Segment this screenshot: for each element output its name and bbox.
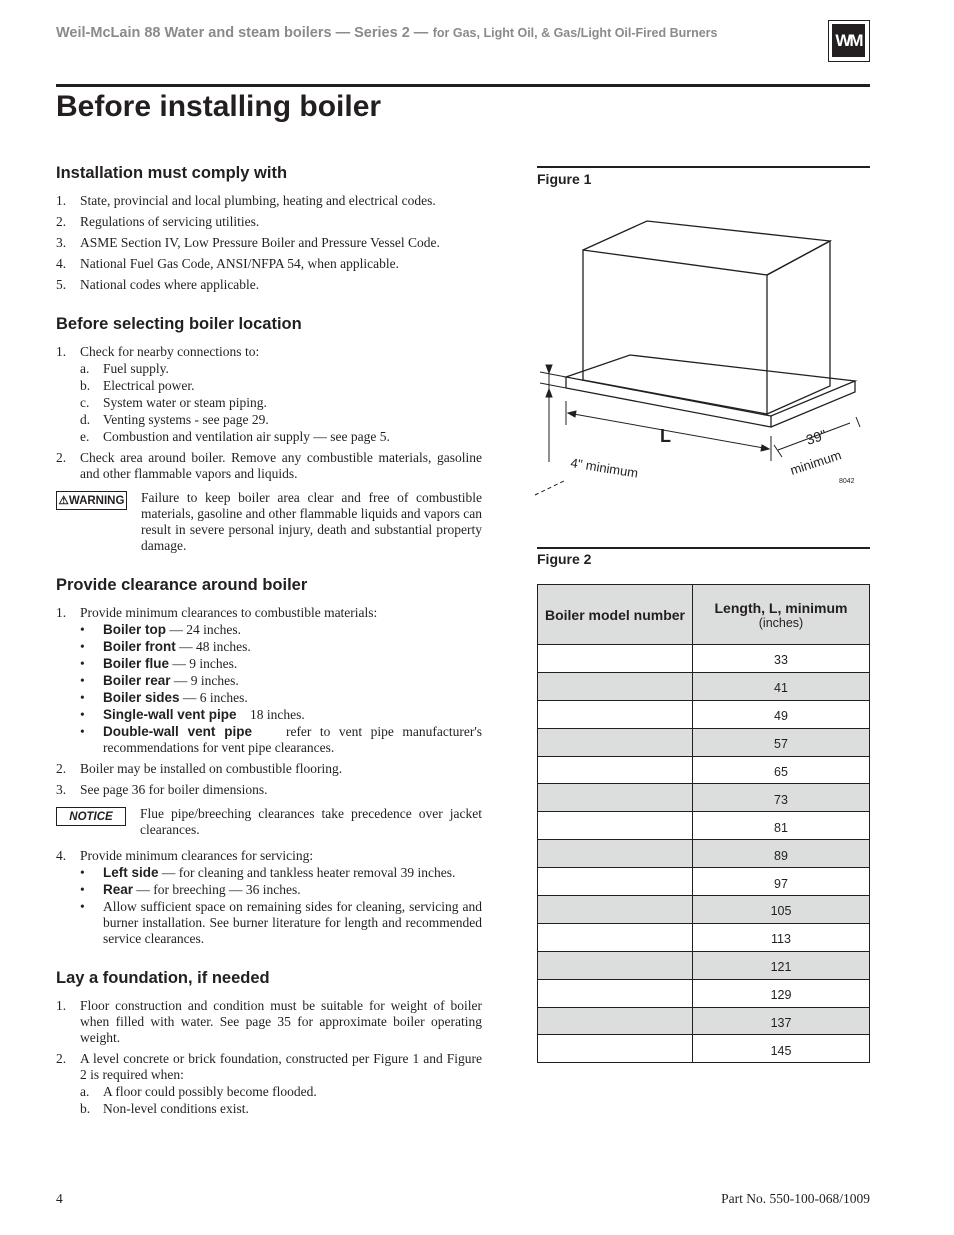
section-location xyxy=(56,315,482,554)
foundation-list xyxy=(56,998,482,1117)
table-row xyxy=(538,672,870,700)
list-item: 2. A level concrete or brick foundation, constructed per Figure 1 and Figure 2 is required when: a. A floor could possibly become flooded. b. Non-level conditions exist. xyxy=(56,1051,482,1116)
length-cell: 97 xyxy=(693,868,870,896)
running-header xyxy=(56,24,816,42)
page-title: Before installing boiler xyxy=(56,90,382,123)
figure-code: 8042 xyxy=(839,478,855,485)
sub-item: b. Non-level conditions exist. xyxy=(80,1101,249,1116)
model-cell xyxy=(538,868,693,896)
table-row xyxy=(538,812,870,840)
model-cell xyxy=(538,672,693,700)
clearance-list xyxy=(56,605,486,798)
dim-l-label: L xyxy=(660,426,671,446)
bullet-item: • Rear — for breeching — 36 inches. xyxy=(80,882,301,897)
table-row xyxy=(538,868,870,896)
figure2-rule xyxy=(537,547,870,549)
length-cell: 89 xyxy=(693,840,870,868)
bullet-item: • Single-wall vent pipe 18 inches. xyxy=(80,707,305,722)
model-cell xyxy=(538,812,693,840)
model-cell xyxy=(538,840,693,868)
comply-heading: Installation must comply with xyxy=(56,164,288,182)
table-row xyxy=(538,700,870,728)
sub-item: d. Venting systems - see page 29. xyxy=(80,412,269,427)
length-cell: 121 xyxy=(693,951,870,979)
clearance-heading: Provide clearance around boiler xyxy=(56,576,308,594)
sub-item: c. System water or steam piping. xyxy=(80,395,267,410)
figure2-label: Figure 2 xyxy=(537,551,592,567)
page-number: 4 xyxy=(56,1191,63,1206)
sub-item: b. Electrical power. xyxy=(80,378,195,393)
location-list xyxy=(56,344,482,482)
header-rule xyxy=(56,84,870,87)
sub-item: e. Combustion and ventilation air supply — see page 5. xyxy=(80,429,390,444)
table-row xyxy=(538,1035,870,1063)
foundation-top xyxy=(566,355,855,416)
part-number: Part No. 550-100-068/1009 xyxy=(721,1191,870,1206)
length-cell: 145 xyxy=(693,1035,870,1063)
length-cell: 129 xyxy=(693,979,870,1007)
section-comply xyxy=(56,164,482,293)
left-column xyxy=(56,164,486,1139)
model-cell xyxy=(538,979,693,1007)
warning-badge: ⚠WARNING xyxy=(56,491,127,510)
logo-text: WM xyxy=(832,24,865,57)
header-sub: for Gas, Light Oil, & Gas/Light Oil-Fired Burners xyxy=(432,26,718,40)
clearance-list-cont xyxy=(56,848,482,947)
boiler-front-face xyxy=(583,250,767,414)
length-cell: 105 xyxy=(693,896,870,924)
bullet-item: • Boiler rear — 9 inches. xyxy=(80,673,239,688)
boiler-side-face xyxy=(767,241,830,414)
header-main: Weil-McLain 88 Water and steam boilers — Series 2 — xyxy=(56,25,429,41)
list-item: 4. Provide minimum clearances for servicing: • Left side — for cleaning and tankless heater removal 39 inches. • Rear — for breeching — 36 inches. • Allow sufficient space on remaining sides for cleaning, servicing and burner installation. See burner literature for length and recommended service clearances. xyxy=(56,848,482,946)
bullet-item: • Allow sufficient space on remaining sides for cleaning, servicing and burner installation. See burner literature for length and recommended service clearances. xyxy=(80,899,482,946)
list-item: 4. National Fuel Gas Code, ANSI/NFPA 54, when applicable. xyxy=(56,256,399,271)
table-row xyxy=(538,645,870,673)
table-row xyxy=(538,951,870,979)
list-item: 2. Regulations of servicing utilities. xyxy=(56,214,260,229)
bullet-item: • Boiler top — 24 inches. xyxy=(80,622,241,637)
warning-text: Failure to keep boiler area clear and free of combustible materials, gasoline and other flammable liquids and vapors can result in severe personal injury, death and substantial property damage. xyxy=(141,490,482,553)
figure1-rule xyxy=(537,166,870,168)
length-cell: 33 xyxy=(693,645,870,673)
bullet-item: • Double-wall vent pipe refer to vent pipe manufacturer's recommendations for vent pipe clearances. xyxy=(80,724,486,755)
bullet-item: • Boiler sides — 6 inches. xyxy=(80,690,248,705)
length-cell: 65 xyxy=(693,756,870,784)
col-header-length: Length, L, minimum (inches) xyxy=(693,585,870,645)
foundation-diagram xyxy=(530,205,875,505)
bullet-item: • Left side — for cleaning and tankless heater removal 39 inches. xyxy=(80,865,456,880)
list-item: 1. Floor construction and condition must be suitable for weight of boiler when filled with water. See page 35 for approximate boiler operating weight. xyxy=(56,998,482,1045)
weil-mclain-logo xyxy=(828,20,870,62)
list-item: 2. Boiler may be installed on combustible flooring. xyxy=(56,761,343,776)
figure1-label: Figure 1 xyxy=(537,171,592,187)
location-heading: Before selecting boiler location xyxy=(56,315,302,333)
foundation-side xyxy=(771,381,855,427)
dim-39-minimum-label: minimum xyxy=(788,447,844,478)
table-row xyxy=(538,1007,870,1035)
comply-list xyxy=(56,193,482,293)
notice-callout xyxy=(56,806,482,838)
table-row xyxy=(538,979,870,1007)
section-foundation xyxy=(56,969,482,1117)
table-row xyxy=(538,896,870,924)
dim-4-label: 4" minimum xyxy=(569,455,640,481)
model-cell xyxy=(538,951,693,979)
notice-badge: NOTICE xyxy=(56,807,126,826)
foundation-front xyxy=(566,377,771,427)
list-item: 3. See page 36 for boiler dimensions. xyxy=(56,782,268,797)
notice-text: Flue pipe/breeching clearances take precedence over jacket clearances. xyxy=(140,806,482,837)
table-row xyxy=(538,756,870,784)
length-cell: 137 xyxy=(693,1007,870,1035)
model-cell xyxy=(538,1007,693,1035)
col-header-model: Boiler model number xyxy=(538,585,693,645)
foundation-heading: Lay a foundation, if needed xyxy=(56,969,270,987)
length-cell: 49 xyxy=(693,700,870,728)
length-cell: 41 xyxy=(693,672,870,700)
bullet-item: • Boiler front — 48 inches. xyxy=(80,639,251,654)
table-row xyxy=(538,728,870,756)
model-cell xyxy=(538,923,693,951)
list-item: 5. National codes where applicable. xyxy=(56,277,260,292)
table-row xyxy=(538,784,870,812)
length-table xyxy=(537,584,870,1063)
model-cell xyxy=(538,896,693,924)
length-cell: 81 xyxy=(693,812,870,840)
sub-item: a. Fuel supply. xyxy=(80,361,169,376)
list-item: 2. Check area around boiler. Remove any combustible materials, gasoline and other flammable vapors and liquids. xyxy=(56,450,482,481)
dim-39-label: 39" xyxy=(803,426,829,448)
table-row xyxy=(538,840,870,868)
bullet-item: • Boiler flue — 9 inches. xyxy=(80,656,238,671)
section-clearance xyxy=(56,576,486,947)
list-item: 3. ASME Section IV, Low Pressure Boiler and Pressure Vessel Code. xyxy=(56,235,440,250)
length-cell: 113 xyxy=(693,923,870,951)
list-item: 1. State, provincial and local plumbing, heating and electrical codes. xyxy=(56,193,436,208)
list-item: 1. Check for nearby connections to: a. Fuel supply. b. Electrical power. c. System water or steam piping. d. Venting systems - see page 29. e. Combustion and ventilation air supply — see page 5. xyxy=(56,344,482,445)
model-cell xyxy=(538,1035,693,1063)
model-cell xyxy=(538,756,693,784)
model-cell xyxy=(538,645,693,673)
table-row xyxy=(538,923,870,951)
length-cell: 57 xyxy=(693,728,870,756)
model-cell xyxy=(538,728,693,756)
sub-item: a. A floor could possibly become flooded. xyxy=(80,1084,317,1099)
warning-callout xyxy=(56,490,482,554)
model-cell xyxy=(538,700,693,728)
model-cell xyxy=(538,784,693,812)
list-item: 1. Provide minimum clearances to combustible materials: • Boiler top — 24 inches. • Boiler front — 48 inches. • Boiler flue — 9 inches. • Boiler rear — 9 inches. • Boiler sides — 6 inches. • Single-wall vent pipe 18 inches. • Double-wall vent pipe refer to vent pipe manufacturer's recommendations for vent pipe clearances. xyxy=(56,605,486,755)
length-cell: 73 xyxy=(693,784,870,812)
